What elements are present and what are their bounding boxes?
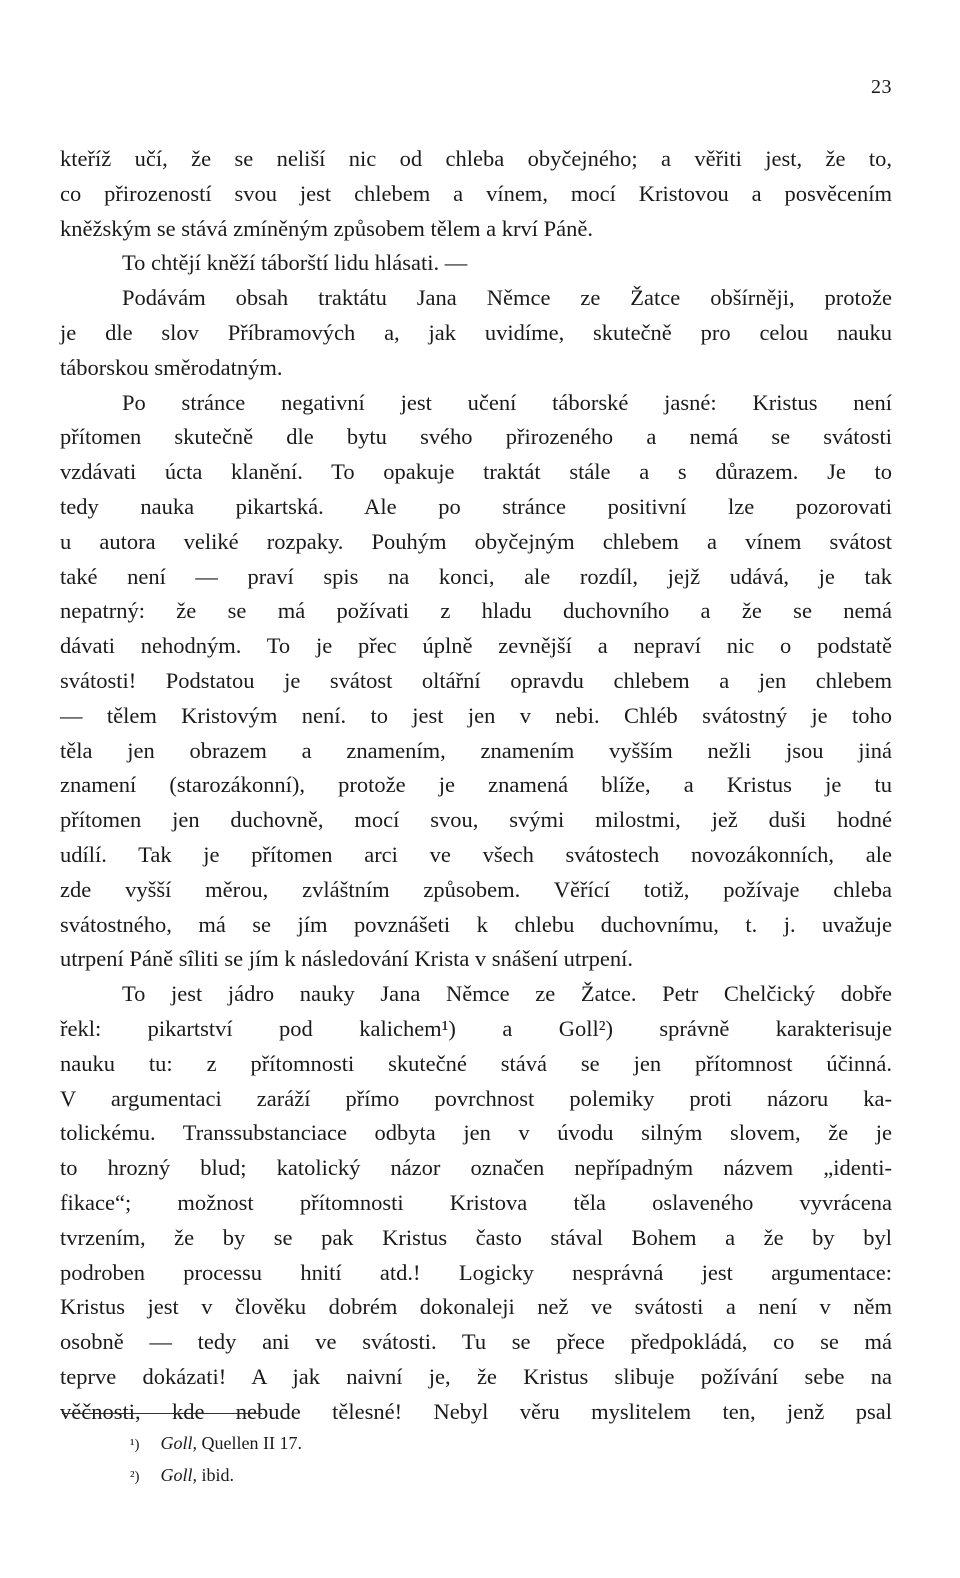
footnote-marker: ¹) [130, 1437, 140, 1453]
text-line: vzdávati úcta klanění. To opakuje traktát stále a s důrazem. Je to [60, 459, 892, 485]
text-line: těla jen obrazem a znamením, znamením vyšším nežli jsou jiná [60, 737, 892, 763]
text-line: dávati nehodným. To je přec úplně zevnější a nepraví nic o podstatě [60, 633, 892, 659]
text-line: co přirozeností svou jest chlebem a vínem, mocí Kristovou a posvěcením [60, 180, 892, 206]
text-line: také není — praví spis na konci, ale rozdíl, jejž udává, je tak [60, 563, 892, 589]
text-line: Podávám obsah traktátu Jana Němce ze Žatce obšírněji, protože [122, 285, 892, 311]
footnote-text: Quellen II 17. [201, 1433, 302, 1453]
text-line: tolickému. Transsubstanciace odbyta jen v úvodu silným slovem, že je [60, 1120, 892, 1146]
footnote-author: Goll, [160, 1465, 198, 1485]
text-line: táborskou směrodatným. [60, 354, 283, 380]
text-line: nepatrný: že se má požívati z hladu duchovního a že se nemá [60, 598, 892, 624]
text-line: svátosti! Podstatou je svátost oltářní opravdu chlebem a jen chlebem [60, 667, 892, 693]
text-line: To jest jádro nauky Jana Němce ze Žatce. Petr Chelčický dobře [122, 981, 892, 1007]
text-line: je dle slov Příbramových a, jak uvidíme, skutečně pro celou nauku [60, 319, 892, 345]
text-line: To chtějí kněží táborští lidu hlásati. — [122, 250, 468, 276]
text-line: tedy nauka pikartská. Ale po stránce positivní lze pozorovati [60, 493, 892, 519]
footnote-marker: ²) [130, 1469, 140, 1485]
footnote-item [130, 1460, 302, 1492]
text-line: přítomen jen duchovně, mocí svou, svými milostmi, jež duši hodné [60, 807, 892, 833]
text-line: přítomen skutečně dle bytu svého přirozeného a nemá se svátosti [60, 424, 892, 450]
text-line: znamení (starozákonní), protože je znamená blíže, a Kristus je tu [60, 772, 892, 798]
text-line: kteříž učí, že se neliší nic od chleba obyčejného; a věřiti jest, že to, [60, 146, 892, 171]
page-number: 23 [871, 76, 892, 98]
footnote-author: Goll, [160, 1433, 198, 1453]
text-line: svátostného, má se jím povznášeti k chlebu duchovnímu, t. j. uvažuje [60, 911, 892, 937]
text-line: kněžským se stává zmíněným způsobem tělem a krví Páně. [60, 215, 593, 241]
text-line: podroben processu hnití atd.! Logicky nesprávná jest argumentace: [60, 1259, 892, 1285]
footnote-divider [62, 1413, 262, 1414]
text-line: fikace“; možnost přítomnosti Kristova těla oslaveného vyvrácena [60, 1189, 892, 1215]
text-line: Kristus jest v člověku dobrém dokonaleji než ve svátosti a není v něm [60, 1294, 892, 1320]
body-text [60, 142, 892, 1429]
text-line: řekl: pikartství pod kalichem¹) a Goll²) správně karakterisuje [60, 1015, 892, 1041]
footnotes [130, 1428, 302, 1492]
text-line: osobně — tedy ani ve svátosti. Tu se přece předpokládá, co se má [60, 1329, 892, 1355]
text-line: zde vyšší měrou, zvláštním způsobem. Věřící totiž, požívaje chleba [60, 876, 892, 902]
text-line: věčnosti, kde nebude tělesné! Nebyl věru myslitelem ten, jenž psal [60, 1398, 892, 1424]
text-line: u autora veliké rozpaky. Pouhým obyčejným chlebem a vínem svátost [60, 528, 892, 554]
text-line: teprve dokázati! A jak naivní je, že Kristus slibuje požívání sebe na [60, 1363, 892, 1389]
text-line: udílí. Tak je přítomen arci ve všech svátostech novozákonních, ale [60, 841, 892, 867]
text-line: nauku tu: z přítomnosti skutečné stává se jen přítomnost účinná. [60, 1050, 892, 1076]
text-line: Po stránce negativní jest učení táborské jasné: Kristus není [122, 389, 892, 415]
text-line: — tělem Kristovým není. to jest jen v nebi. Chléb svátostný je toho [60, 702, 892, 728]
footnote-item [130, 1428, 302, 1460]
text-line: to hrozný blud; katolický názor označen nepřípadným názvem „identi- [60, 1155, 892, 1181]
text-line: V argumentaci zaráží přímo povrchnost polemiky proti názoru ka- [60, 1085, 892, 1111]
footnote-text: ibid. [201, 1465, 235, 1485]
text-line: tvrzením, že by se pak Kristus často stával Bohem a že by byl [60, 1224, 892, 1250]
text-line: utrpení Páně sîliti se jím k následování Krista v snášení utrpení. [60, 946, 634, 972]
